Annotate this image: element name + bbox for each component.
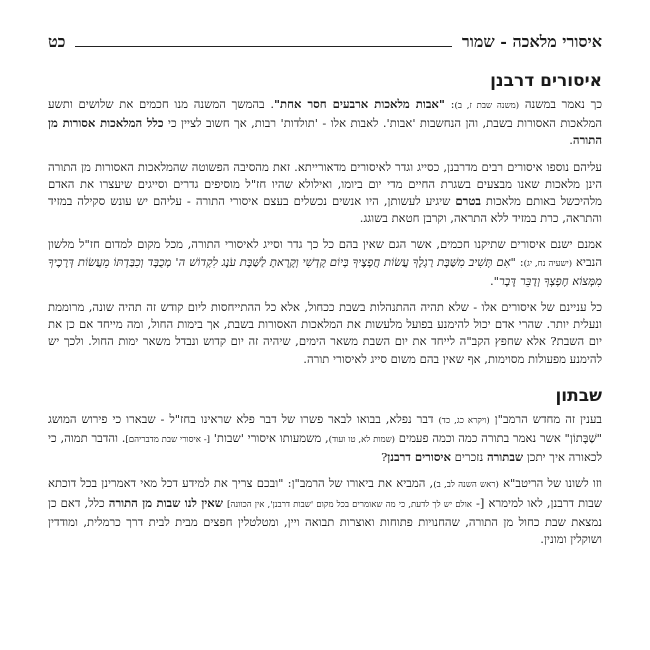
text-run: שיגיע לעשותן, היו אנשים נכשלים בעצם איסורי התורה - עליהם יש עונש סקילה במזיד והתראה, כרת במזיד ללא התראה, וקרבן חטאת בשוגג. bbox=[48, 194, 602, 226]
text-run: . bbox=[569, 133, 573, 148]
text-run: אמנם ישנם איסורים שתיקנו חכמים, אשר הגם שאין בהם כל כך גדר וסייג לאיסורי התורה, מכל מקום למדום חז"ל מלשון הנביא bbox=[48, 237, 602, 269]
text-run: : bbox=[444, 97, 455, 111]
paragraph bbox=[48, 411, 602, 467]
text-run: . bbox=[489, 273, 494, 288]
text-run: . והדבר תמוה, כי לכאורה איך יתכן bbox=[48, 431, 602, 465]
text-run: (ישעיה נח, יג) bbox=[523, 258, 573, 269]
text-run: דבר נפלא, בבואו לבאר פשרו של דבר פלא שראינו בחז"ל - שבארו כי פירוש המושג "שַׁבָּתוֹן" אשר נאמר בתורה כמה וכמה פעמים bbox=[48, 411, 603, 446]
text-run: : bbox=[515, 254, 524, 269]
text-run: (ויקרא כג, כד) bbox=[438, 415, 490, 426]
text-run: "אבות מלאכות ארבעים חסר אחת" bbox=[274, 97, 445, 111]
text-run: בטרם bbox=[455, 194, 481, 209]
page-content bbox=[48, 70, 602, 548]
text-run: עליהם נוספו איסורים רבים מדרבנן, כסייג וגדר לאיסורים מדאורייתא. זאת מהסיבה הפשוטה שהמלאכות האסורות מן התורה הינן מלאכות שאנו מבצעים בשגרת החיים מדי יום ביומו, ואילולא שהיו חז"ל מוסיפים גדרים וסייגים שיעצרו את האדם מלהיכשל באותם מלאכות bbox=[48, 159, 603, 209]
text-run: אולם יש לך לדעת, כי מה שאומרים בכל מקום 'שבות דרבנן', אין הכוונה] bbox=[227, 499, 472, 510]
section-gap bbox=[48, 377, 602, 385]
text-run: כך נאמר במשנה bbox=[519, 97, 602, 111]
text-run: (ראש השנה לב, ב) bbox=[433, 480, 499, 491]
text-run: וזו לשונו של הריטב"א bbox=[498, 476, 602, 491]
text-run: , המביא את ביאורו של הרמב"ן: "ובכם צריך את למידע דכל מאי דאמרינן בכל דוכתא שבות דרבנן, לאו למימרא [- bbox=[48, 476, 602, 510]
page-number: כט bbox=[48, 32, 66, 51]
section-heading-rabbinic-prohibitions: איסורים דרבנן bbox=[490, 71, 602, 91]
text-run: בענין זה מחדש הרמב"ן bbox=[489, 411, 603, 426]
text-run: נזכרים bbox=[450, 450, 487, 465]
text-run: "אִם תָּשִׁיב מִשַּׁבָּת רַגְלֶךָ עֲשׂוֹת חֲפָצֶיךָ בְּיוֹם קָדְשִׁי וְקָרָאתָ לַשַּׁבָּת עֹנֶג לִקְדוֹשׁ ה' מְכֻבָּד וְכִבַּדְתּוֹ מֵעֲשׂוֹת דְּרָכֶיךָ מִמְּצוֹא חֶפְצְךָ וְדַבֵּר דָּבָר" bbox=[48, 254, 602, 288]
text-run: איסורים דרבנן bbox=[387, 450, 451, 465]
running-head-title: איסורי מלאכה - שמור bbox=[461, 32, 602, 51]
text-run: שבתורה bbox=[486, 450, 524, 465]
paragraph bbox=[48, 96, 602, 150]
text-run: ? bbox=[381, 450, 388, 465]
header-rule bbox=[75, 46, 451, 47]
text-run: (משנה שבת ז, ב) bbox=[454, 101, 520, 111]
running-head bbox=[48, 30, 602, 52]
text-run: . בהמשך המשנה מנו חכמים את שלושים ותשע המלאכות האסורות בשבת, והן הנחשבות 'אבות'. לאבות אלו - 'תולדות' רבות, אך חשוב לציין כי bbox=[48, 97, 602, 131]
paragraph bbox=[48, 475, 602, 548]
text-run: (שמות לא, טו ועוד) bbox=[328, 435, 396, 446]
paragraph bbox=[48, 236, 602, 290]
text-run: , משמעותו איסורי 'שבות' bbox=[209, 431, 329, 446]
text-run: כלל, דאם כן נמצאת שבת כחול מן התורה, שהחנויות פתוחות ואוצרות תבואה ויין, ומטלטלין חפצים מבית לבית דרך כרמלית, ומודדין ושוקלין ומונין. bbox=[48, 495, 602, 547]
text-run: כלל המלאכות אסורות מן התורה bbox=[48, 116, 602, 148]
text-run: כל עניינם של איסורים אלו - שלא תהיה ההתנהלות בשבת ככחול, אלא כל ההתייחסות ליום קודש זה תהיה שונה, מרוממת ונעלית יותר. שהרי אדם יכול להימנע בפועל מלעשות את המלאכות האסורות בשבת, אך בימות החול, ומה מייחד אם כן את יום השבת? אלא שחפץ הקב"ה לייחד את יום השבת משאר הימים, שיהיה זה יום קדוש ונבדל משאר ימות החול. ולכך יש להימנע מפעולות מסוימות, אף שאין בהם משום סייג לאיסורי תורה. bbox=[48, 300, 602, 366]
section-heading-shabbaton: שבתון bbox=[555, 385, 602, 406]
text-run: [- איסורי שבת מדבריהם] bbox=[125, 435, 210, 446]
paragraph bbox=[48, 159, 602, 228]
text-run: שאין לנו שבות מן התורה bbox=[108, 495, 223, 510]
paragraph bbox=[48, 299, 602, 368]
